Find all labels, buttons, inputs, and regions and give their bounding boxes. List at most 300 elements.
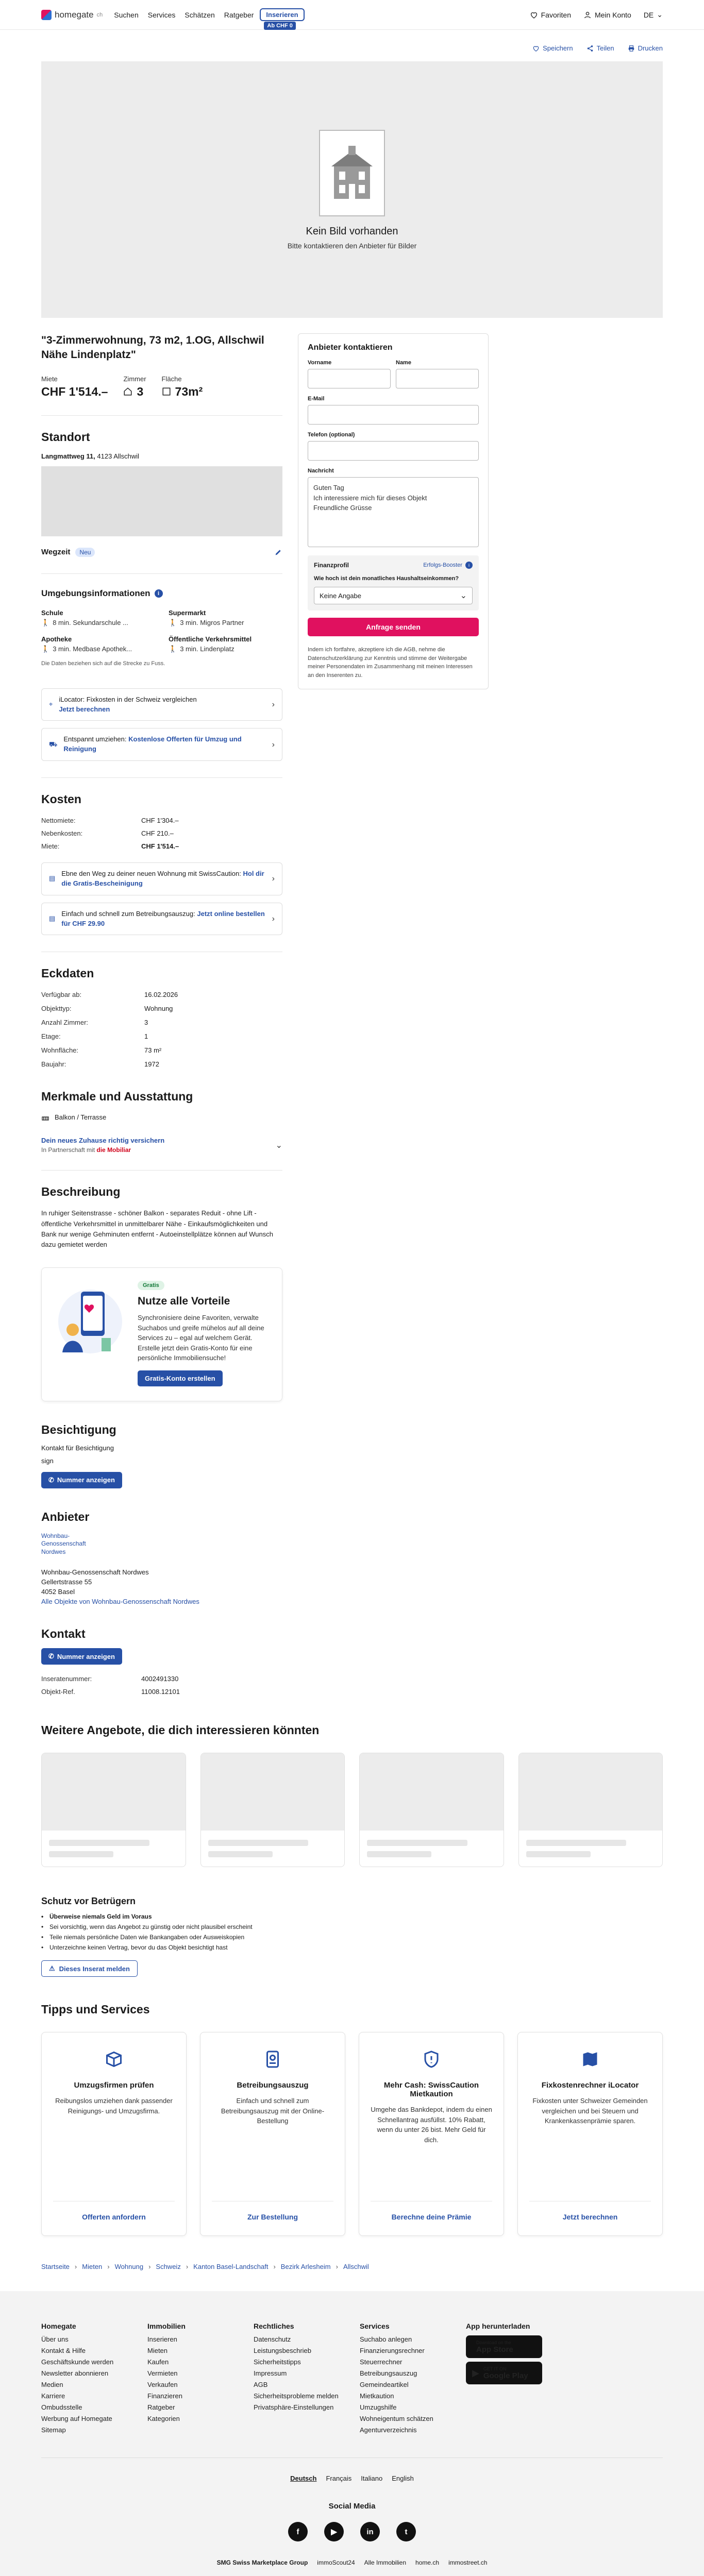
chevron-right-icon: › <box>272 700 275 709</box>
email-label: E-Mail <box>308 396 325 402</box>
cost-total-value: CHF 1'514.– <box>141 842 179 851</box>
save-button[interactable] <box>532 44 573 52</box>
detail-rooms-value: 3 <box>144 1019 148 1027</box>
environment-source: Die Daten beziehen sich auf die Strecke zu Fuss. <box>41 660 165 667</box>
footer-link[interactable]: Karriere <box>41 2392 65 2400</box>
env-supermarket-row <box>169 619 282 627</box>
nav-services[interactable]: Services <box>147 10 176 19</box>
tip-swisscaution-title: Mehr Cash: SwissCaution Mietkaution <box>383 2081 479 2099</box>
app-store-top: Download on the <box>476 2340 511 2345</box>
print-button[interactable] <box>628 44 663 52</box>
detail-floor-label: Etage: <box>41 1032 61 1041</box>
env-school <box>41 609 155 627</box>
social-links <box>0 2522 704 2541</box>
footer-link[interactable]: Sicherheitstipps <box>254 2358 301 2366</box>
env-pharmacy <box>41 635 155 653</box>
cost-total-label: Miete: <box>41 842 60 851</box>
viewing-heading: Besichtigung <box>41 1422 116 1436</box>
footer-link[interactable]: Gemeindeartikel <box>360 2381 409 2389</box>
offer-image-placeholder <box>519 1753 663 1831</box>
finance-title: Finanzprofil <box>314 562 349 569</box>
footer-link[interactable]: Agenturverzeichnis <box>360 2426 417 2434</box>
no-image-title: Kein Bild vorhanden <box>306 225 398 237</box>
insert-button[interactable] <box>260 8 304 29</box>
chevron-down-icon: ⌄ <box>460 591 467 601</box>
account-label: Mein Konto <box>594 10 631 19</box>
offer-line-placeholder <box>49 1840 149 1846</box>
contact-show-number-button[interactable] <box>41 1648 122 1665</box>
favorites-link[interactable] <box>530 11 571 19</box>
address-street: Langmattweg 11, <box>41 452 95 460</box>
details-table <box>41 991 282 1068</box>
contact-heading: Kontakt <box>41 1627 86 1641</box>
building-icon <box>329 145 375 201</box>
footer-link[interactable]: Impressum <box>254 2369 287 2378</box>
mobiliar-logo: die Mobiliar <box>96 1146 131 1154</box>
breadcrumb-item[interactable]: Wohnung <box>114 2263 144 2271</box>
tip-swisscaution <box>359 2032 504 2236</box>
betreibung-text-wrap <box>61 909 265 929</box>
breadcrumb-item[interactable]: Startseite <box>41 2263 70 2271</box>
homegate-logo[interactable] <box>41 10 103 20</box>
env-pharmacy-row <box>41 645 155 653</box>
new-badge: Neu <box>75 548 95 557</box>
apps-title: App herunterladen <box>466 2322 530 2331</box>
footer-link[interactable]: Mieten <box>147 2347 168 2355</box>
environment-section <box>41 573 282 761</box>
betreibung-promo[interactable] <box>41 903 282 936</box>
footer-col-immobilien <box>147 2322 254 2434</box>
description-heading: Beschreibung <box>41 1185 121 1199</box>
print-label: Drucken <box>638 44 663 52</box>
footer-col-title: Homegate <box>41 2322 76 2331</box>
moving-link[interactable]: Kostenlose Offerten für Umzug und Reinigung <box>63 735 242 753</box>
description-section <box>41 1170 282 1401</box>
save-label: Speichern <box>543 44 573 52</box>
footer-col-services <box>360 2322 466 2434</box>
location-heading: Standort <box>41 430 90 444</box>
footer-col-title: Immobilien <box>147 2322 186 2331</box>
benefits-title: Nutze alle Vorteile <box>138 1295 230 1307</box>
favorites-label: Favoriten <box>541 10 571 19</box>
app-store-text <box>476 2340 513 2354</box>
heart-icon <box>532 45 540 52</box>
footer-link[interactable]: Vermieten <box>147 2369 178 2378</box>
chevron-right-icon: › <box>272 914 275 923</box>
header-right <box>530 10 663 19</box>
image-gallery[interactable] <box>41 61 663 318</box>
group-brands <box>0 2559 704 2566</box>
detail-type-value: Wohnung <box>144 1005 173 1013</box>
income-question: Wie hoch ist dein monatliches Haushaltseinkommen? <box>314 575 459 582</box>
show-number-label: Nummer anzeigen <box>57 1476 115 1484</box>
breadcrumb-item[interactable]: Schweiz <box>156 2263 181 2271</box>
site-footer <box>0 2291 704 2576</box>
detail-rooms-label: Anzahl Zimmer: <box>41 1019 89 1027</box>
provider-city: 4052 Basel <box>41 1588 75 1596</box>
no-image-subtitle: Bitte kontaktieren den Anbieter für Bilder <box>287 241 417 250</box>
betreibung-link[interactable]: Jetzt online bestellen für CHF 29.90 <box>61 909 265 927</box>
brand-link[interactable]: home.ch <box>415 2559 440 2567</box>
chevron-right-icon: › <box>273 2263 276 2271</box>
fraud-section <box>41 1896 663 1977</box>
footer-col-title: Services <box>360 2322 390 2331</box>
offer-card[interactable] <box>359 1753 504 1867</box>
no-image-placeholder <box>319 130 385 216</box>
footer-link[interactable]: Kontakt & Hilfe <box>41 2347 86 2355</box>
income-select-value: Keine Angabe <box>320 591 361 600</box>
area-value-wrap <box>162 385 203 399</box>
fraud-item: • Überweise niemals Geld im Voraus <box>41 1913 663 1920</box>
phone-icon: ✆ <box>48 1476 54 1484</box>
breadcrumb-item[interactable]: Mieten <box>82 2263 103 2271</box>
account-link[interactable] <box>583 11 631 19</box>
footer-link[interactable]: Werbung auf Homegate <box>41 2415 112 2423</box>
provider-all-listings-link[interactable]: Alle Objekte von Wohnbau-Genossenschaft Nordwes <box>41 1598 199 1606</box>
firstname-label: Vorname <box>308 360 332 366</box>
offer-image-placeholder <box>201 1753 345 1831</box>
benefits-text: Synchronisiere deine Favoriten, verwalte Suchabos und greife mühelos auf all deine Services zu – egal auf welchem Gerät. Erstelle jetzt dein Gratis-Konto für eine persönliche Immobiliensuche! <box>138 1314 264 1362</box>
lastname-input[interactable] <box>396 369 479 388</box>
viewing-contact-name: sign <box>41 1456 54 1465</box>
benefits-content <box>138 1280 272 1386</box>
linkedin-icon[interactable]: in <box>360 2522 380 2541</box>
twitter-icon[interactable]: t <box>396 2522 416 2541</box>
send-inquiry-button[interactable]: Anfrage senden <box>308 618 479 636</box>
tips-heading: Tipps und Services <box>41 2003 150 2016</box>
provider-street: Gellertstrasse 55 <box>41 1578 92 1586</box>
env-supermarket-detail: 3 min. Migros Partner <box>180 619 244 627</box>
fraud-item: • Sei vorsichtig, wenn das Angebot zu günstig oder nicht plausibel erscheint <box>41 1923 663 1930</box>
footer-link[interactable]: Verkaufen <box>147 2381 178 2389</box>
message-textarea[interactable]: Guten Tag Ich interessiere mich für dieses Objekt Freundliche Grüsse <box>308 477 479 547</box>
nav-suchen[interactable]: Suchen <box>114 10 139 19</box>
footer-link[interactable]: Sitemap <box>41 2426 66 2434</box>
facebook-icon[interactable]: f <box>288 2522 308 2541</box>
footer-link[interactable]: Leistungsbeschrieb <box>254 2347 312 2355</box>
tip-moving-cta[interactable]: Offerten anfordern <box>53 2201 175 2221</box>
moving-text: Entspannt umziehen: <box>63 735 127 743</box>
document-icon: ▤ <box>49 874 56 883</box>
provider-section <box>41 1505 282 1606</box>
insurance-sub-wrap <box>41 1146 164 1154</box>
contact-form-heading: Anbieter kontaktieren <box>308 343 393 352</box>
language-switcher <box>41 2458 663 2482</box>
address <box>41 452 282 460</box>
env-transport-title: Öffentliche Verkehrsmittel <box>169 635 252 643</box>
insurance-sub: In Partnerschaft mit <box>41 1146 95 1154</box>
lastname-label: Name <box>396 360 411 366</box>
show-number-button[interactable] <box>41 1472 122 1488</box>
info-icon[interactable]: i <box>465 562 473 569</box>
provider-heading: Anbieter <box>41 1510 90 1523</box>
env-supermarket-title: Supermarkt <box>169 608 206 617</box>
features-section <box>41 1084 282 1154</box>
detail-year-value: 1972 <box>144 1060 159 1069</box>
contact-section <box>41 1622 282 1696</box>
env-pharmacy-detail: 3 min. Medbase Apothek... <box>53 645 132 653</box>
breadcrumb-item[interactable]: Allschwil <box>343 2263 369 2271</box>
rooms-fact <box>123 375 146 399</box>
top-navigation <box>0 0 704 30</box>
language-switch[interactable] <box>644 10 663 19</box>
footer-link[interactable]: Über uns <box>41 2335 69 2344</box>
house-icon <box>123 387 132 396</box>
moving-promo[interactable] <box>41 728 282 761</box>
logo-mark-icon <box>41 10 52 20</box>
tip-moving <box>41 2032 187 2236</box>
user-icon <box>583 11 592 19</box>
ilocator-text: iLocator: Fixkosten in der Schweiz vergleichen <box>59 695 197 703</box>
lang-en[interactable]: English <box>392 2475 414 2483</box>
provider-name: Wohnbau-Genossenschaft Nordwes <box>41 1568 149 1577</box>
footer-link[interactable]: Inserieren <box>147 2335 177 2344</box>
tip-swisscaution-text: Umgehe das Bankdepot, indem du einen Schnellantrag ausfüllst. 10% Rabatt, wenn du unter 26 bist. Mehr Geld für dich. <box>371 2106 492 2144</box>
object-ref-value: 11008.12101 <box>141 1688 180 1696</box>
cost-net-value: CHF 1'304.– <box>141 817 179 825</box>
description-text: In ruhiger Seitenstrasse - schöner Balkon - separates Reduit - ohne Lift - öffentliche Verkehrsmittel in unmittelbarer Nähe - Einkaufsmöglichkeiten und Bank nur wenige Gehminuten entfernt - Autoeinstellplätze können auf Wunsch dazu gemietet werden <box>41 1209 273 1248</box>
document-icon: ▤ <box>49 914 56 923</box>
footer-link[interactable]: Kaufen <box>147 2358 169 2366</box>
footer-link[interactable]: Geschäftskunde werden <box>41 2358 114 2366</box>
create-account-button[interactable]: Gratis-Konto erstellen <box>138 1370 223 1386</box>
fraud-heading: Schutz vor Betrügern <box>41 1896 136 1907</box>
breadcrumb-item[interactable]: Kanton Basel-Landschaft <box>193 2263 269 2271</box>
tip-swisscaution-cta[interactable]: Berechne deine Prämie <box>371 2201 492 2221</box>
logo-suffix: ch <box>96 11 103 18</box>
insert-price-badge: Ab CHF 0 <box>264 22 296 30</box>
info-icon[interactable]: i <box>155 589 163 598</box>
message-label: Nachricht <box>308 468 334 474</box>
report-listing-button[interactable] <box>41 1960 138 1977</box>
feature-balcony-label: Balkon / Terrasse <box>55 1113 107 1121</box>
cost-net-label: Nettomiete: <box>41 817 76 825</box>
footer-link[interactable]: Suchabo anlegen <box>360 2335 412 2344</box>
features-heading: Merkmale und Ausstattung <box>41 1090 193 1104</box>
phone-input[interactable] <box>308 441 479 461</box>
tips-section <box>41 2003 663 2270</box>
rent-fact <box>41 375 108 399</box>
tip-betreibung-cta[interactable]: Zur Bestellung <box>212 2201 333 2221</box>
map-icon <box>578 2047 602 2072</box>
costs-table <box>41 817 282 850</box>
offer-image-placeholder <box>360 1753 504 1831</box>
detail-available-value: 16.02.2026 <box>144 991 178 999</box>
google-play-text <box>483 2366 528 2380</box>
detail-floor-value: 1 <box>144 1032 148 1041</box>
contact-refs <box>41 1675 282 1696</box>
offer-card[interactable] <box>518 1753 663 1867</box>
social-title: Social Media <box>328 2502 376 2511</box>
google-play-top: GET IT ON <box>483 2366 507 2371</box>
gratis-badge: Gratis <box>138 1281 164 1290</box>
tip-betreibung-title: Betreibungsauszug <box>237 2081 309 2090</box>
rooms-value: 3 <box>137 384 144 398</box>
more-offers-section <box>41 1723 663 1867</box>
footer-link[interactable]: Wohneigentum schätzen <box>360 2415 433 2423</box>
map-pin-icon: ⌖ <box>49 700 53 708</box>
listing-title: "3-Zimmerwohnung, 73 m2, 1.OG, Allschwil Nähe Lindenplatz" <box>41 334 264 361</box>
app-store-badge[interactable] <box>466 2335 542 2358</box>
swisscaution-text: Ebne den Weg zu deiner neuen Wohnung mit SwissCaution: <box>61 870 241 878</box>
insurance-title: Dein neues Zuhause richtig versichern <box>41 1137 165 1145</box>
brand-link[interactable]: Alle Immobilien <box>364 2559 407 2567</box>
brand-link[interactable]: immoScout24 <box>317 2559 355 2567</box>
tip-betreibung <box>200 2032 345 2236</box>
wegzeit-label: Wegzeit <box>41 548 71 557</box>
phone-icon: ✆ <box>48 1652 54 1660</box>
footer-link[interactable]: Datenschutz <box>254 2335 291 2344</box>
footer-link[interactable]: Umzugshilfe <box>360 2403 397 2412</box>
viewing-contact-label: Kontakt für Besichtigung <box>41 1444 114 1452</box>
object-ref-label: Objekt-Ref. <box>41 1688 75 1696</box>
finance-top <box>314 562 473 569</box>
env-school-row <box>41 619 155 627</box>
offer-image-placeholder <box>42 1753 186 1831</box>
offer-card[interactable] <box>41 1753 186 1867</box>
listing-actions <box>41 30 663 61</box>
nav-ratgeber[interactable]: Ratgeber <box>224 10 254 19</box>
breadcrumb-item[interactable]: Bezirk Arlesheim <box>280 2263 331 2271</box>
location-section <box>41 415 282 557</box>
offer-line-placeholder <box>367 1851 431 1857</box>
language-label: DE <box>643 10 654 19</box>
play-icon: ▶ <box>472 2367 479 2378</box>
tip-ilocator <box>517 2032 663 2236</box>
offer-line-placeholder <box>526 1840 627 1846</box>
lang-fr[interactable]: Français <box>326 2475 352 2483</box>
env-supermarket <box>169 609 282 627</box>
footer-col-rechtliches <box>254 2322 360 2434</box>
footer-link[interactable]: Finanzierungsrechner <box>360 2347 425 2355</box>
lang-de[interactable]: Deutsch <box>290 2475 317 2483</box>
youtube-icon[interactable]: ▶ <box>324 2522 344 2541</box>
betreibung-text: Einfach und schnell zum Betreibungsauszug: <box>61 909 195 918</box>
swisscaution-link[interactable]: Hol dir die Gratis-Bescheinigung <box>61 870 264 887</box>
footer-link[interactable]: Newsletter abonnieren <box>41 2369 109 2378</box>
share-button[interactable] <box>586 44 614 52</box>
lastname-group <box>396 352 479 388</box>
environment-heading-wrap <box>41 588 282 599</box>
rooms-label: Zimmer <box>123 375 146 383</box>
footer-link[interactable]: Sicherheitsprobleme melden <box>254 2392 339 2400</box>
google-play-badge[interactable] <box>466 2362 542 2384</box>
offer-card[interactable] <box>200 1753 345 1867</box>
offer-line-placeholder <box>367 1840 467 1846</box>
pencil-icon[interactable] <box>274 548 282 556</box>
rent-value: CHF 1'514.– <box>41 384 108 398</box>
ilocator-link[interactable]: Jetzt berechnen <box>59 705 110 713</box>
breadcrumb <box>41 2263 663 2270</box>
env-transport-detail: 3 min. Lindenplatz <box>180 645 234 653</box>
footer-col-homegate <box>41 2322 147 2434</box>
fraud-item: • Unterzeichne keinen Vertrag, bevor du das Objekt besichtigt hast <box>41 1944 663 1951</box>
insurance-accordion[interactable] <box>41 1137 282 1154</box>
fraud-item: • Teile niemals persönliche Daten wie Bankangaben oder Ausweiskopien <box>41 1934 663 1941</box>
footer-col-title: Rechtliches <box>254 2322 294 2331</box>
share-label: Teilen <box>596 44 614 52</box>
nav-schaetzen[interactable]: Schätzen <box>185 10 215 19</box>
chevron-right-icon: › <box>107 2263 110 2271</box>
offer-line-placeholder <box>208 1840 309 1846</box>
name-row <box>308 352 479 388</box>
walking-icon: 🚶 <box>41 645 50 653</box>
brand-link[interactable]: immostreet.ch <box>448 2559 488 2567</box>
offer-cards <box>41 1753 663 1867</box>
footer-link[interactable]: Ombudsstelle <box>41 2403 82 2412</box>
feature-balcony <box>41 1113 282 1121</box>
footer-link[interactable]: Medien <box>41 2381 63 2389</box>
chevron-down-icon: ⌄ <box>275 1141 282 1150</box>
rent-label: Miete <box>41 375 58 383</box>
wegzeit-row[interactable] <box>41 548 282 557</box>
firstname-group <box>308 352 391 388</box>
location-map[interactable] <box>41 466 282 536</box>
footer-link[interactable]: Ratgeber <box>147 2403 175 2412</box>
chevron-right-icon: › <box>186 2263 189 2271</box>
tip-ilocator-text: Fixkosten unter Schweizer Gemeinden vergleichen und bei Steuern und Krankenkassenprämie sparen. <box>532 2097 648 2125</box>
tip-ilocator-cta[interactable]: Jetzt berechnen <box>529 2201 651 2221</box>
moving-text-wrap <box>63 735 265 754</box>
costs-section <box>41 777 282 935</box>
footer-link[interactable]: Privatsphäre-Einstellungen <box>254 2403 334 2412</box>
listing-number-label: Inseratenummer: <box>41 1675 92 1683</box>
lang-it[interactable]: Italiano <box>361 2475 383 2483</box>
detail-area-label: Wohnfläche: <box>41 1046 79 1055</box>
environment-heading: Umgebungsinformationen <box>41 588 150 598</box>
contact-sidebar <box>298 333 489 1696</box>
email-input[interactable] <box>308 405 479 425</box>
chevron-right-icon: › <box>148 2263 151 2271</box>
ilocator-promo[interactable] <box>41 688 282 721</box>
detail-year-label: Baujahr: <box>41 1060 66 1069</box>
provider-logo: Wohnbau-Genossenschaft Nordwes <box>41 1532 86 1555</box>
report-listing-label: Dieses Inserat melden <box>59 1964 130 1973</box>
offer-line-placeholder <box>526 1851 591 1857</box>
footer-link[interactable]: Kategorien <box>147 2415 180 2423</box>
contact-show-number-label: Nummer anzeigen <box>57 1652 115 1660</box>
area-value: 73m² <box>175 384 203 398</box>
costs-heading: Kosten <box>41 792 81 806</box>
tip-moving-text: Reibungslos umziehen dank passender Reinigungs- und Umzugsfirma. <box>55 2097 173 2115</box>
footer-link[interactable]: Steuerrechner <box>360 2358 403 2366</box>
footer-link[interactable]: Betreibungsauszug <box>360 2369 417 2378</box>
cost-extra-label: Nebenkosten: <box>41 829 83 838</box>
detail-type-label: Objekttyp: <box>41 1005 72 1013</box>
address-city: 4123 Allschwil <box>97 452 140 460</box>
key-facts <box>41 375 282 399</box>
income-select[interactable] <box>314 587 473 604</box>
footer-link[interactable]: Mietkaution <box>360 2392 394 2400</box>
details-section <box>41 952 282 1068</box>
env-school-detail: 8 min. Sekundarschule ... <box>53 619 128 627</box>
main-column <box>41 333 282 1696</box>
brand-link[interactable]: SMG Swiss Marketplace Group <box>216 2559 308 2567</box>
environment-grid <box>41 609 282 653</box>
footer-link[interactable]: Finanzieren <box>147 2392 182 2400</box>
ilocator-text-wrap <box>59 695 265 715</box>
firstname-input[interactable] <box>308 369 391 388</box>
walking-icon: 🚶 <box>169 618 177 626</box>
insert-label: Inserieren <box>266 11 298 19</box>
document-icon <box>260 2047 285 2072</box>
logo-text: homegate <box>55 9 94 20</box>
tip-ilocator-title: Fixkostenrechner iLocator <box>541 2081 639 2090</box>
footer-link[interactable]: AGB <box>254 2381 268 2389</box>
shield-icon <box>419 2047 444 2072</box>
footer-columns <box>41 2322 663 2434</box>
swisscaution-promo[interactable] <box>41 862 282 895</box>
